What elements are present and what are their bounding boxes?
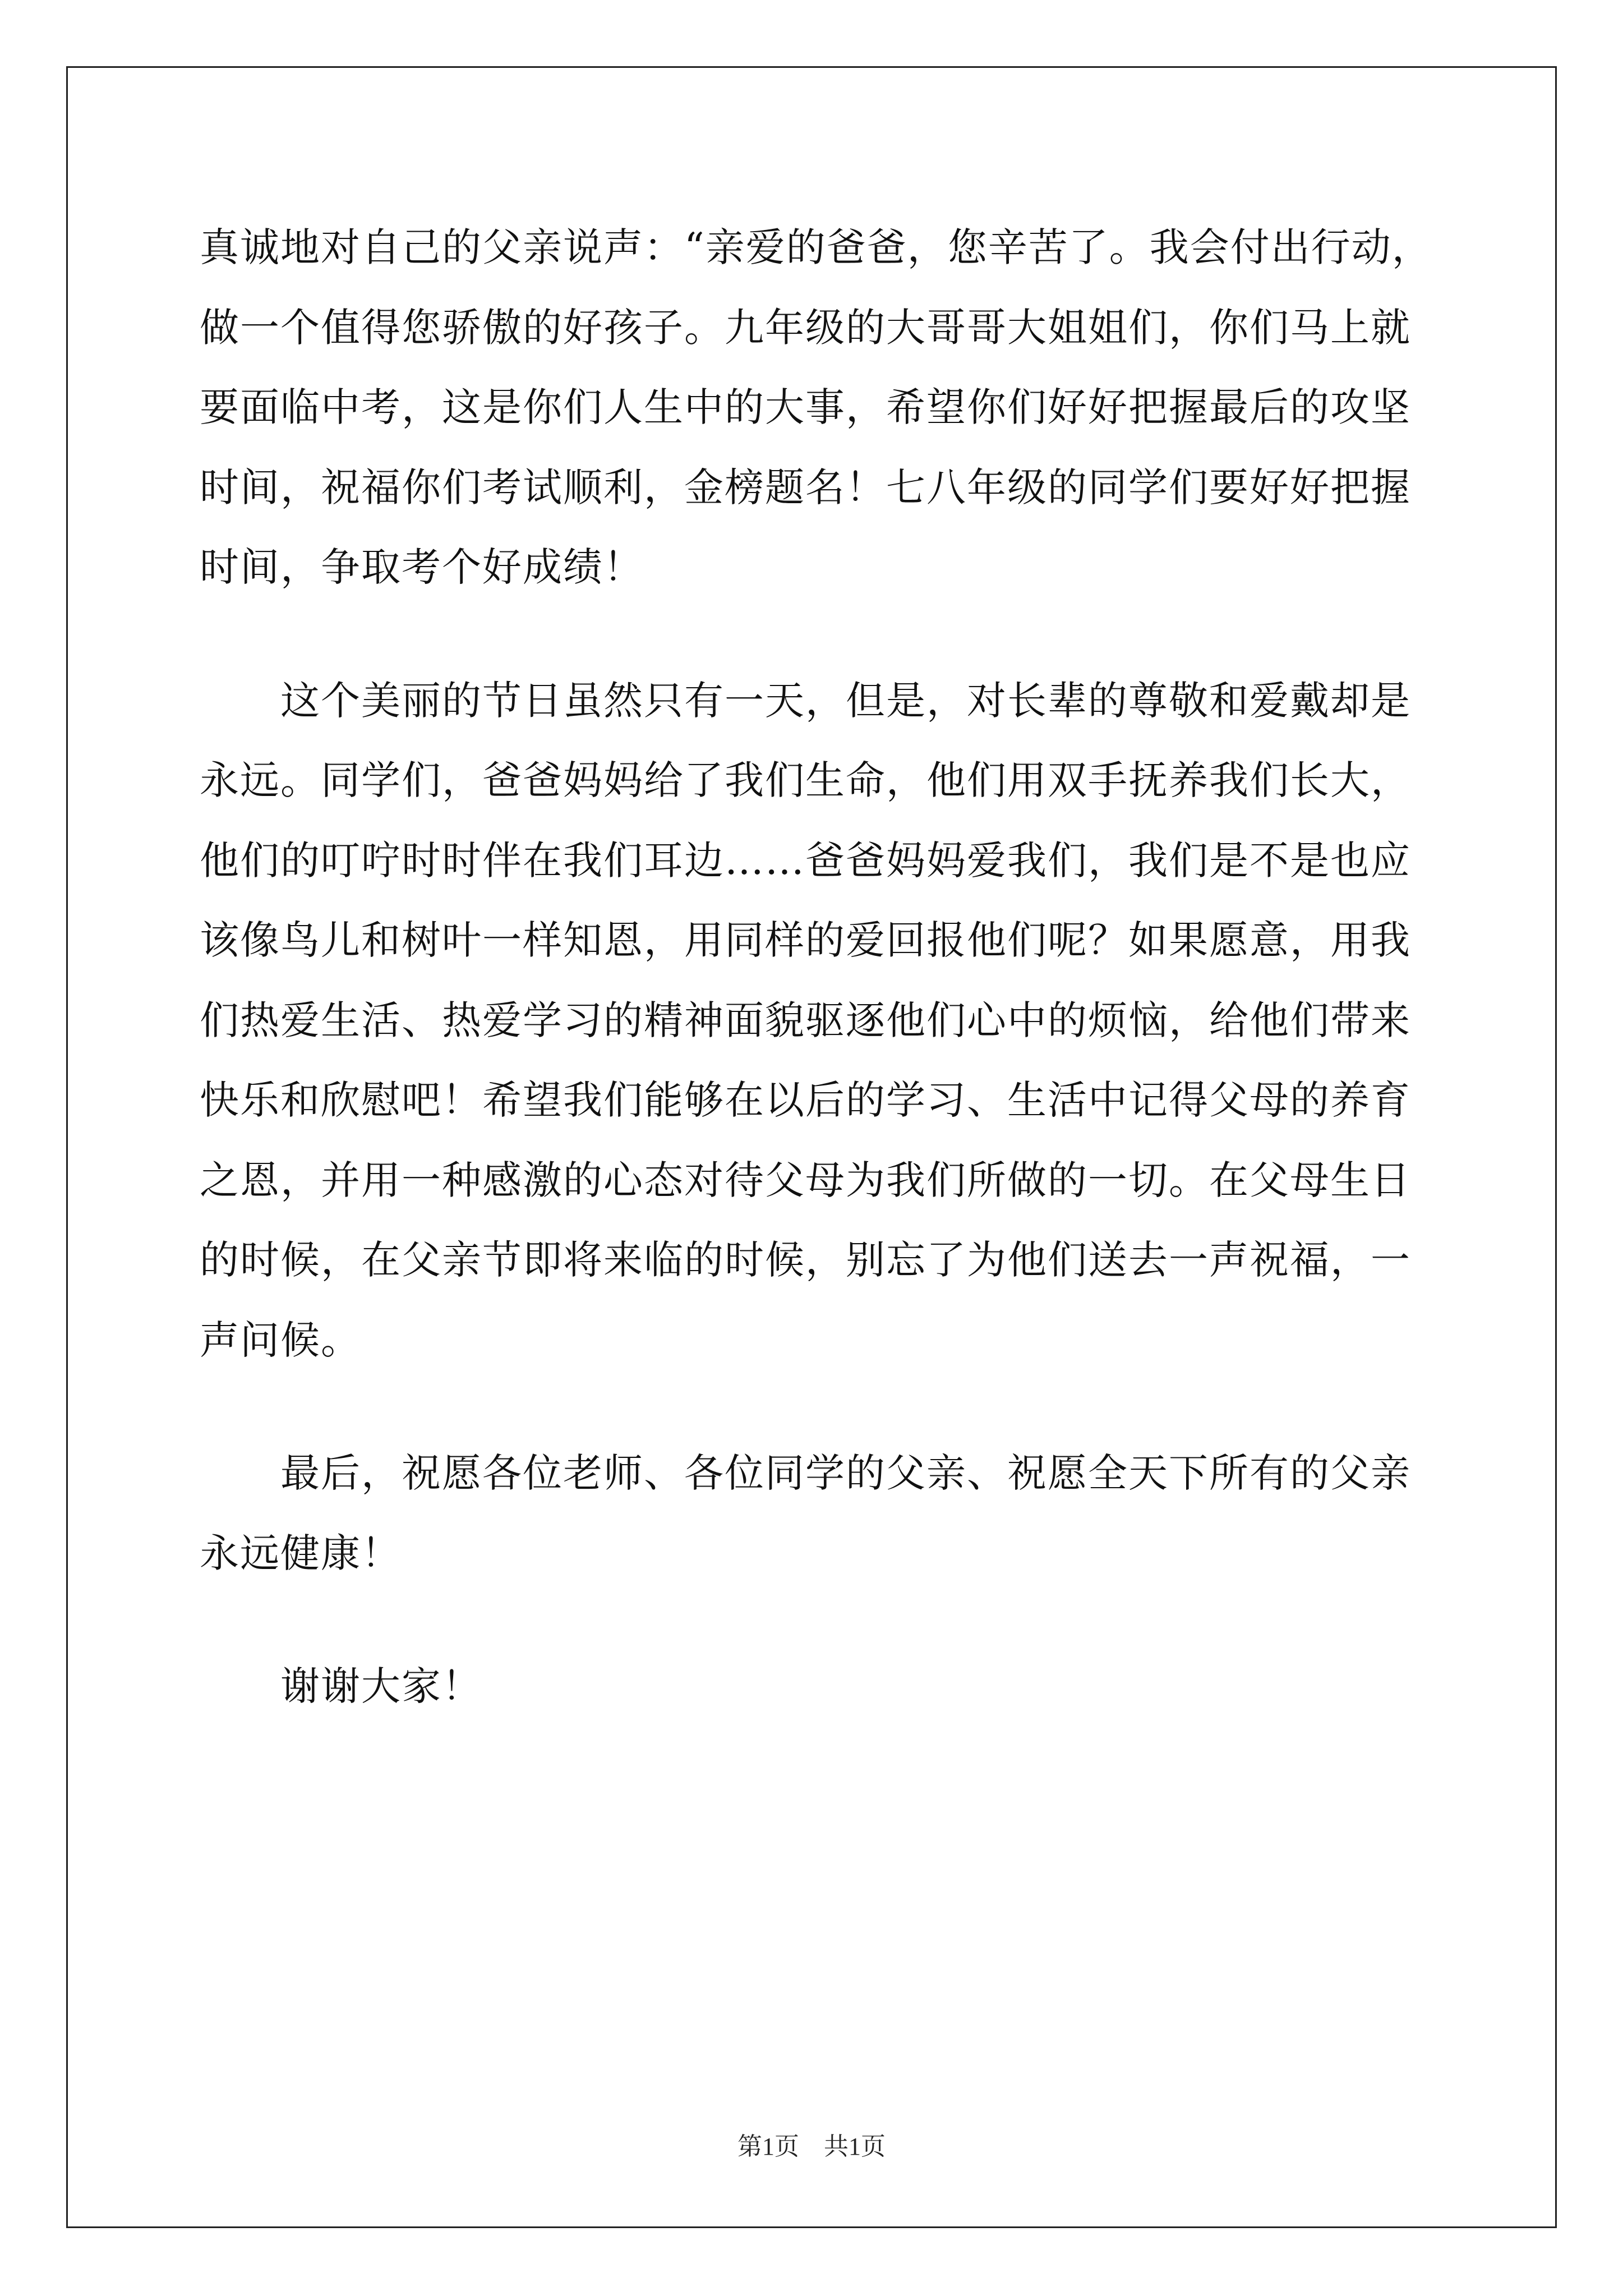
document-body [200,208,1433,1727]
paragraph-4-line-1: 谢谢大家！ [280,1663,482,1709]
paragraph-2-line-2: 永远。同学们，爸爸妈妈给了我们生命，他们用双手抚养我们长大， [200,757,1411,803]
paragraph-gap [200,1593,1433,1646]
paragraph-1-line-1: 真诚地对自己的父亲说声：“亲爱的爸爸，您辛苦了。我会付出行动， [200,224,1432,270]
paragraph-3-line-2: 永远健康！ [200,1530,402,1576]
paragraph-2-line-8: 的时候，在父亲节即将来临的时候，别忘了为他们送去一声祝福，一 [200,1237,1411,1283]
paragraph-gap [200,1380,1433,1433]
paragraph-1-line-2: 做一个值得您骄傲的好孩子。九年级的大哥哥大姐姐们，你们马上就 [200,304,1411,351]
paragraph-2-line-3: 他们的叮咛时时伴在我们耳边……爸爸妈妈爱我们，我们是不是也应 [200,837,1411,884]
paragraph-2-line-4: 该像鸟儿和树叶一样知恩，用同样的爱回报他们呢？如果愿意，用我 [200,917,1411,963]
paragraph-3-line-1: 最后，祝愿各位老师、各位同学的父亲、祝愿全天下所有的父亲 [280,1450,1411,1496]
paragraph-1-line-4: 时间，祝福你们考试顺利，金榜题名！七八年级的同学们要好好把握 [200,464,1411,510]
page-footer: 第1页 共1页 [737,2133,886,2160]
paragraph-1-line-3: 要面临中考，这是你们人生中的大事，希望你们好好把握最后的攻坚 [200,384,1411,430]
paragraph-2-line-5: 们热爱生活、热爱学习的精神面貌驱逐他们心中的烦恼，给他们带来 [200,997,1411,1043]
paragraph-2-line-7: 之恩，并用一种感激的心态对待父母为我们所做的一切。在父母生日 [200,1157,1411,1203]
paragraph-1-line-5: 时间，争取考个好成绩！ [200,544,644,590]
paragraph-gap [200,608,1433,661]
paragraph-2-line-9: 声问候。 [200,1317,361,1363]
paragraph-2-line-6: 快乐和欣慰吧！希望我们能够在以后的学习、生活中记得父母的养育 [200,1077,1411,1123]
paragraph-2-line-1: 这个美丽的节日虽然只有一天，但是，对长辈的尊敬和爱戴却是 [280,677,1411,724]
